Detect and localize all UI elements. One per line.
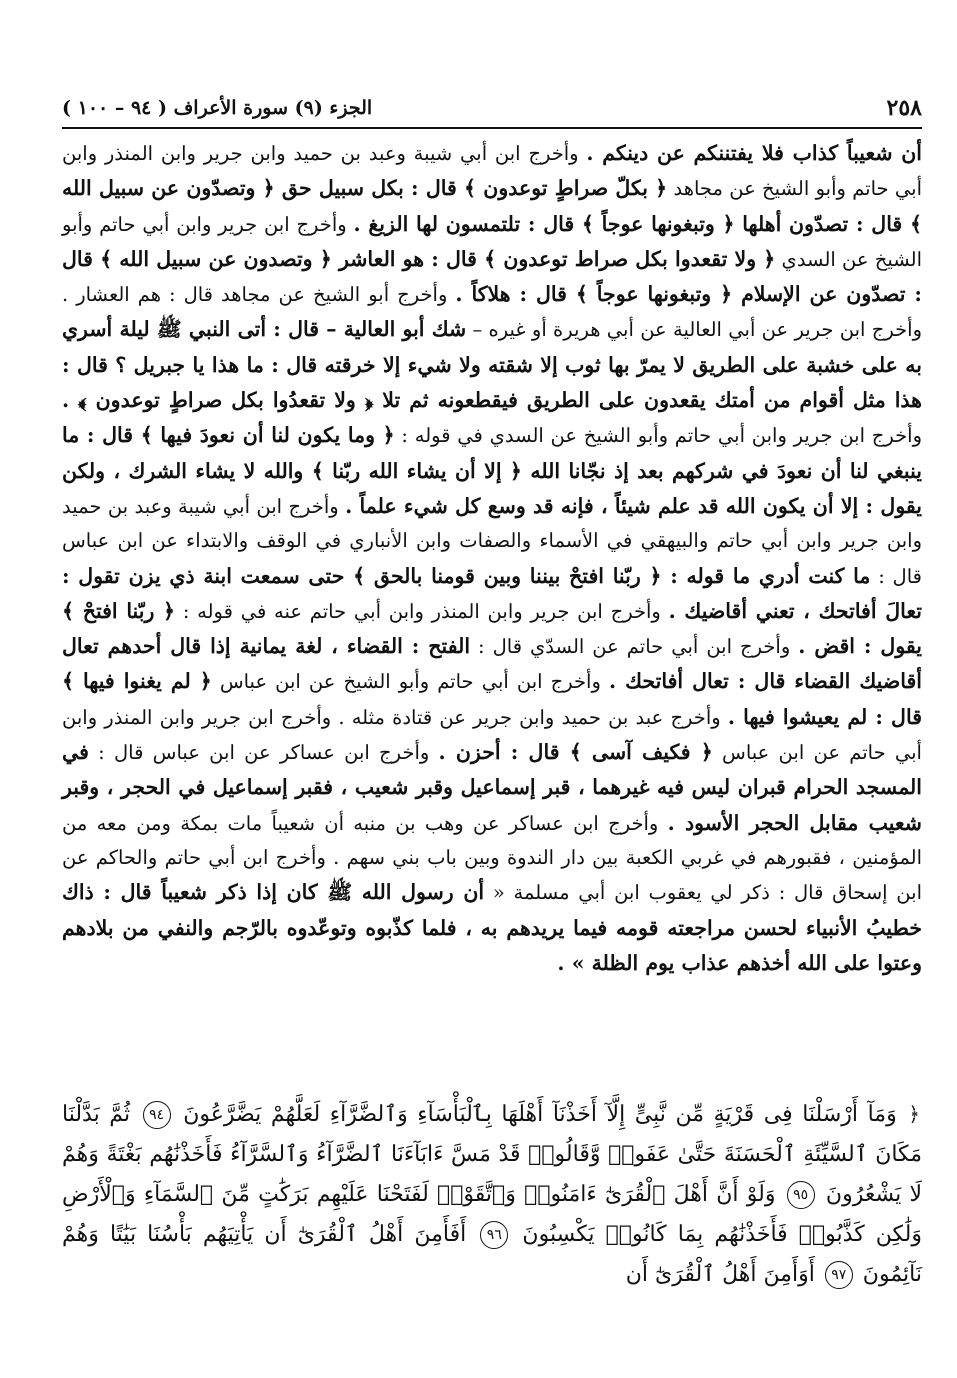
quoted-text-run: أن رسول الله ﷺ كان إذا ذكر شعيباً قال : ذاك خطيبُ الأنبياء لحسن مراجعته قومه فيما يريدهم به ، فلما كذّبوه وتوعّدوه بالرّجم والنفي من بلادهم وعتوا على الله أخذهم عذاب يوم الظلة » . (62, 880, 922, 975)
page-header (62, 92, 922, 124)
verse-text: وَمَآ أَرْسَلْنَا فِى قَرْيَةٍ مِّن نَّبِىٍّ إِلَّآ أَخَذْنَآ أَهْلَهَا بِٱلْبَأْسَآءِ وَٱلضَّرَّآءِ لَعَلَّهُمْ يَضَّرَّعُونَ (173, 1102, 897, 1127)
quoted-text-run: ﴿ بكلّ صراطٍ توعدون ﴾ قال : بكل سبيل حق ﴿ وتصدّون عن سبيل الله ﴾ قال : تصدّون أهلها ﴿ وتبغونها عوجاً ﴾ قال : تلتمسون لها الزيغ . (62, 176, 922, 236)
verse-number-marker: ٩٥ (787, 1181, 815, 1209)
verse-number-marker: ٩٧ (825, 1261, 853, 1289)
opening-ornament: ﴿ (908, 1102, 921, 1126)
narration-text-run: وأخرج ابن جرير وابن أبي حاتم وأبو الشيخ عن السدي في قوله : (394, 424, 922, 448)
quoted-text-run: شك أبو العالية – قال : أتى النبي ﷺ ليلة أسري به على خشبة على الطريق لا يمرّ بها ثوب إلا شقته ولا شيء إلا خرقته قال : ما هذا يا جبريل ؟ قال : هذا مثل أقوام من أمتك يقعدون على الطريق فيقطعونه ثم تلا ﴿ ولا تقعدُوا بكل صراطٍ توعدون ﴾ . (62, 317, 923, 413)
quoted-text-run: ﴿ فكيف آسى ﴾ قال : أحزن . (438, 740, 713, 765)
verse-text: أَفَأَمِنَ أَهْلُ ٱلْقُرَىٰٓ أَن يَأْتِيَهُم بَأْسُنَا بَيَٰتًا وَهُمْ نَآئِمُونَ (62, 1222, 922, 1287)
verse-text: ثُمَّ بَدَّلْنَا مَكَانَ ٱلسَّيِّئَةِ ٱلْحَسَنَةَ حَتَّىٰ عَفَوا۟ وَّقَالُوا۟ قَدْ مَسَّ ءَابَآءَنَا ٱلضَّرَّآءُ وَٱلسَّرَّآءُ فَأَخَذْنَٰهُم بَغْتَةً وَهُمْ لَا يَشْعُرُونَ (62, 1102, 922, 1207)
page-number: ٢٥٨ (886, 95, 922, 121)
commentary-text (62, 136, 922, 981)
header-rule (62, 127, 922, 129)
verse-number-marker: ٩٦ (480, 1221, 508, 1249)
quoted-text-run: ﴿ وما يكون لنا أن نعودَ فيها ﴾ قال : ما ينبغي لنا أن نعودَ في شركهم بعد إذ نجّانا الله ﴿ إلا أن يشاء الله ربّنا ﴾ والله لا يشاء الشرك ، ولكن يقول : إلا أن يكون الله قد علم شيئاً ، فإنه قد وسع كل شيء علماً . (62, 423, 922, 518)
narration-text-run: وأخرج ابن أبي شيبة وعبد بن حميد وابن جرير وابن أبي حاتم والبيهقي في الأسماء والصفات وابن الأنباري في الوقف والابتداء عن ابن عباس قال : (62, 494, 922, 588)
quoted-text-run: ما كنت أدري ما قوله : ﴿ ربّنا افتحْ بيننا وبين قومنا بالحق ﴾ حتى سمعت ابنة ذي يزن تقول : تعالَ أفاتحك ، تعني أقاضيك . (62, 563, 922, 623)
narration-text-run: وأخرج ابن عساكر عن ابن عباس قال : (88, 741, 439, 765)
narration-text-run: وأخرج ابن أبي حاتم عن السدّي قال : (470, 635, 799, 659)
quoted-text-run: في المسجد الحرام قبران ليس فيه غيرهما ، قبر إسماعيل وقبر شعيب ، فقبر إسماعيل في الحجر ، وقبر شعيب مقابل الحجر الأسود . (62, 740, 922, 835)
quoted-text-run: أن شعيباً كذاب فلا يفتننكم عن دينكم . (586, 141, 922, 165)
commentary-paragraph (62, 136, 922, 981)
narration-text-run: وأخرج أبو الشيخ عن مجاهد قال : هم العشار . وأخرج ابن جرير عن أبي العالية عن أبي هريرة أو غيره – (62, 283, 922, 342)
quran-verses (62, 1094, 922, 1295)
verse-text: أَوَأَمِنَ أَهْلُ ٱلْقُرَىٰٓ أَن (625, 1262, 822, 1287)
running-title: الجزء (٩) سورة الأعراف ( ٩٤ – ١٠٠ ) (62, 97, 373, 119)
quoted-text-run: ﴿ ولا تقعدوا بكل صراط توعدون ﴾ قال : هو العاشر ﴿ وتصدون عن سبيل الله ﴾ قال : تصدّون عن الإسلام ﴿ وتبغونها عوجاً ﴾ قال : هلاكاً . (62, 246, 922, 307)
narration-text-run: وأخرج ابن عساكر عن وهب بن منبه أن شعيباً مات بمكة ومن معه من المؤمنين ، فقبورهم في غربي الكعبة بين دار الندوة وبين باب بني سهم . وأخرج ابن أبي حاتم والحاكم عن ابن إسحاق قال : ذكر لي يعقوب ابن أبي مسلمة « (62, 811, 922, 905)
verse-text: وَلَوْ أَنَّ أَهْلَ ٱلْقُرَىٰٓ ءَامَنُوا۟ وَٱتَّقَوْا۟ لَفَتَحْنَا عَلَيْهِم بَرَكَٰتٍ مِّنَ ٱلسَّمَآءِ وَٱلْأَرْضِ وَلَٰكِن كَذَّبُوا۟ فَأَخَذْنَٰهُم بِمَا كَانُوا۟ يَكْسِبُونَ (62, 1182, 922, 1247)
quoted-text-run: ﴿ لم يغنوا فيها ﴾ قال : لم يعيشوا فيها . (62, 669, 922, 729)
narration-text-run: وأخرج ابن أبي حاتم وأبو الشيخ عن ابن عباس (211, 670, 609, 694)
quoted-text-run: ﴿ ربّنا افتحْ ﴾ يقول : اقض . (62, 598, 922, 659)
narration-text-run: وأخرج ابن أبي شيبة وعبد بن حميد وابن جرير وابن المنذر وابن أبي حاتم وأبو الشيخ عن مجاهد (62, 142, 923, 201)
quran-passage (62, 1094, 922, 1295)
quoted-text-run: الفتح : القضاء ، لغة يمانية إذا قال أحدهم تعال أقاضيك القضاء قال : تعال أفاتحك . (62, 634, 922, 694)
narration-text-run: وأخرج ابن جرير وابن المنذر وابن أبي حاتم عنه في قوله : (175, 599, 669, 623)
narration-text-run: وأخرج ابن جرير وابن أبي حاتم وأبو الشيخ عن السدي (62, 212, 922, 271)
narration-text-run: وأخرج عبد بن حميد وابن جرير عن قتادة مثله . وأخرج ابن جرير وابن المنذر وابن أبي حاتم عن ابن عباس (62, 705, 922, 765)
verse-number-marker: ٩٤ (143, 1101, 171, 1129)
